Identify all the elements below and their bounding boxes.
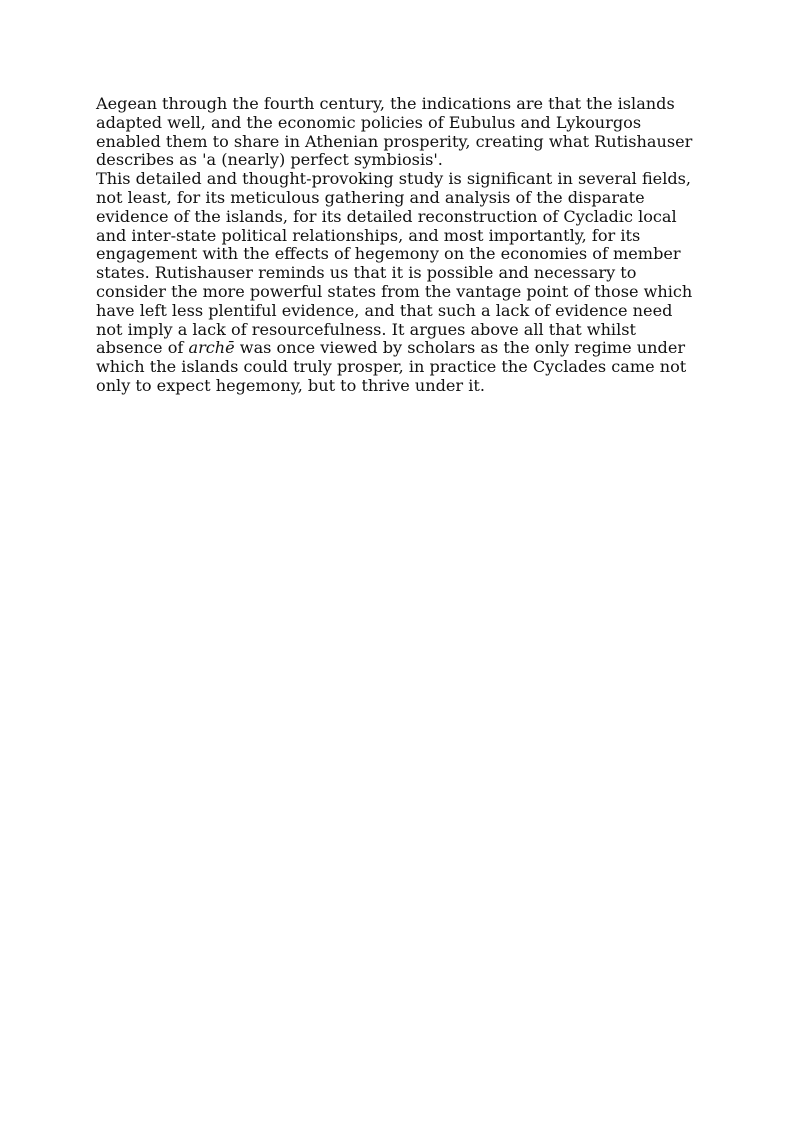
text-line: engagement with the effects of hegemony on the economies of member — [96, 244, 681, 264]
text-line: This detailed and thought-provoking study is significant in several fields, — [96, 169, 692, 189]
text-line: adapted well, and the economic policies of Eubulus and Lykourgos — [96, 112, 642, 132]
text-line: Aegean through the fourth century, the indications are that the islands — [96, 94, 675, 113]
text-line: states. Rutishauser reminds us that it is possible and necessary to — [96, 263, 637, 283]
text-line: and inter-state political relationships, and most importantly, for its — [96, 225, 641, 245]
text-line: not imply a lack of resourcefulness. It argues above all that whilst — [96, 319, 636, 339]
paragraph-1 — [96, 95, 711, 170]
text-line: have left less plentiful evidence, and that such a lack of evidence need — [96, 300, 673, 320]
paragraph-2 — [96, 170, 711, 396]
text-line: which the islands could truly prosper, in practice the Cyclades came not — [96, 357, 687, 377]
text-line: absence of archē was once viewed by scholars as the only regime under — [96, 338, 686, 358]
text-line: evidence of the islands, for its detailed reconstruction of Cycladic local — [96, 206, 677, 226]
text-line: describes as 'a (nearly) perfect symbiosis'. — [96, 150, 443, 170]
review-text — [96, 95, 711, 396]
text-line: enabled them to share in Athenian prosperity, creating what Rutishauser — [96, 131, 693, 151]
text-line: only to expect hegemony, but to thrive under it. — [96, 375, 485, 395]
text-line: not least, for its meticulous gathering and analysis of the disparate — [96, 187, 645, 207]
text-line: consider the more powerful states from the vantage point of those which — [96, 281, 693, 301]
italic-term: archē — [188, 338, 235, 358]
